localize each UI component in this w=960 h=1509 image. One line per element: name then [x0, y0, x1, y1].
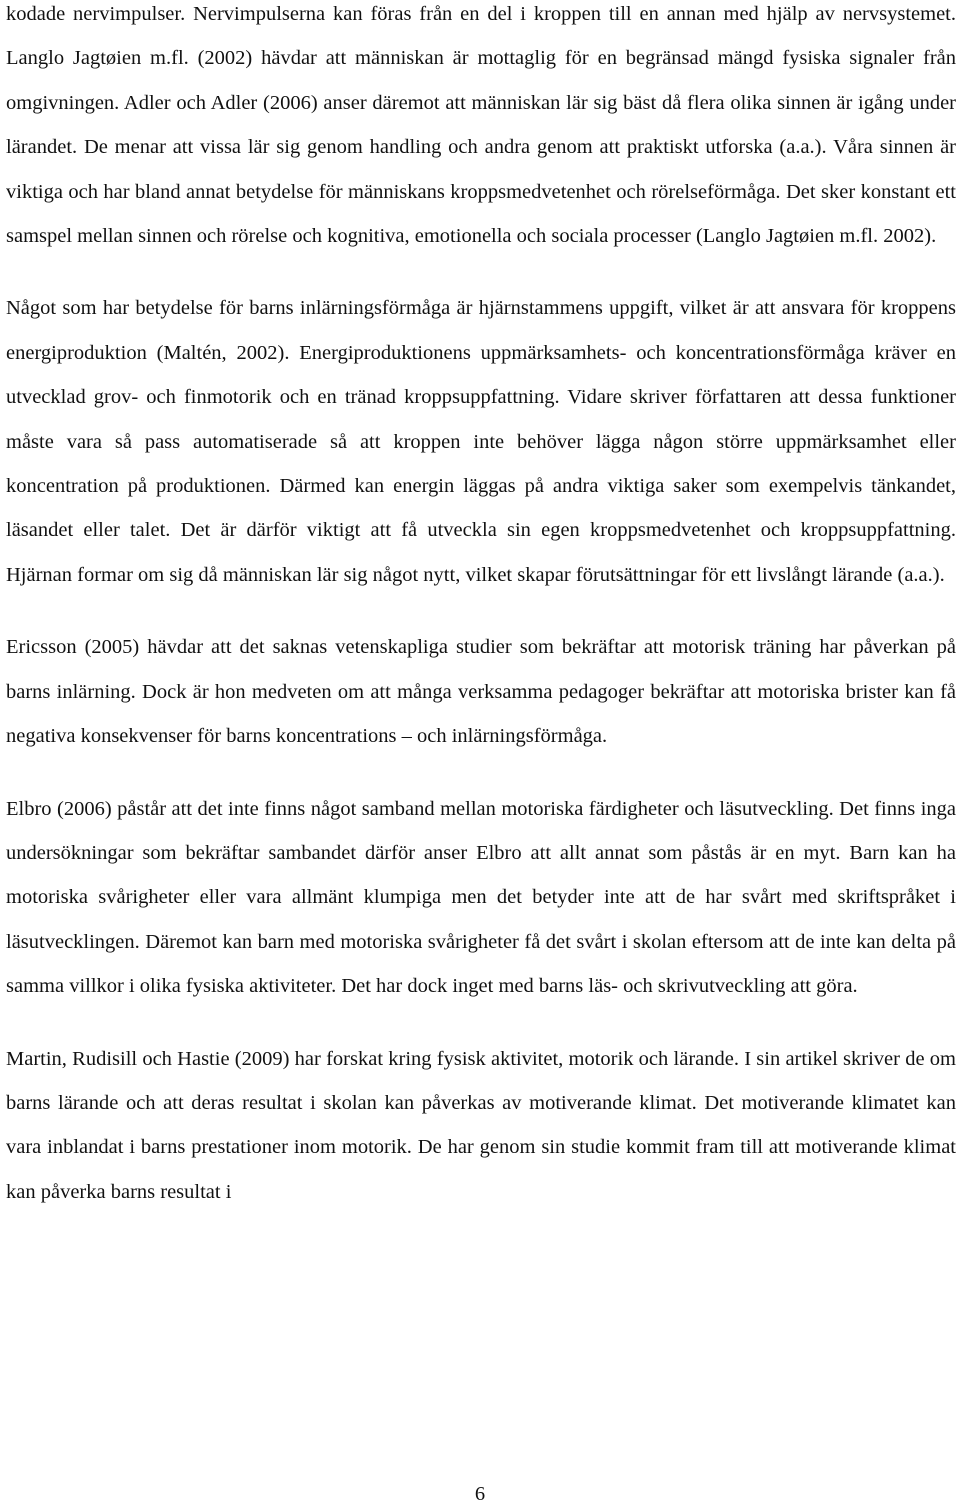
paragraph-3: Ericsson (2005) hävdar att det saknas vetenskapliga studier som bekräftar att motorisk träning har påverkan på barns inlärning. Dock är hon medveten om att många verksamma pedagoger bekräftar att motoriska brister kan få negativa konsekvenser för barns koncentrations – och inlärningsförmåga. — [6, 636, 956, 748]
paragraph-4: Elbro (2006) påstår att det inte finns något samband mellan motoriska färdigheter och läsutveckling. Det finns inga undersökningar som bekräftar sambandet därför anser Elbro att allt annat som påstås är en myt. Barn kan ha motoriska svårigheter eller vara allmänt klumpiga men det betyder inte att de har svårt med skriftspråket i läsutvecklingen. Däremot kan barn med motoriska svårigheter få det svårt i skolan eftersom att de inte kan delta på samma villkor i olika fysiska aktiviteter. Det har dock inget med barns läs- och skrivutveckling att göra. — [6, 797, 956, 998]
page-number: 6 — [474, 1483, 486, 1505]
body-text — [6, 0, 956, 1242]
paragraph-5: Martin, Rudisill och Hastie (2009) har forskat kring fysisk aktivitet, motorik och lärande. I sin artikel skriver de om barns lärande och att deras resultat i skolan kan påverkas av motiverande klimat. Det motiverande klimatet kan vara inblandat i barns prestationer inom motorik. De har genom sin studie kommit fram till att motiverande klimat kan påverka barns resultat i — [6, 1047, 956, 1203]
paragraph-2: Något som har betydelse för barns inlärningsförmåga är hjärnstammens uppgift, vilket är att ansvara för kroppens energiproduktion (Maltén, 2002). Energiproduktionens uppmärksamhets- och koncentrationsförmåga kräver en utvecklad grov- och finmotorik och en tränad kroppsuppfattning. Vidare skriver författaren att dessa funktioner måste vara så pass automatiserade så att kroppen inte behöver lägga någon större uppmärksamhet eller koncentration på produktionen. Därmed kan energin läggas på andra viktiga saker som exempelvis tänkandet, läsandet eller talet. Det är därför viktigt att få utveckla sin egen kroppsmedvetenhet och kroppsuppfattning. Hjärnan formar om sig då människan lär sig något nytt, vilket skapar förutsättningar för ett livslångt lärande (a.a.). — [6, 297, 956, 586]
paragraph-1: kodade nervimpulser. Nervimpulserna kan föras från en del i kroppen till en annan med hjälp av nervsystemet. Langlo Jagtøien m.fl. (2002) hävdar att människan är mottaglig för en begränsad mängd fysiska signaler från omgivningen. Adler och Adler (2006) anser däremot att människan lär sig bäst då flera olika sinnen är igång under lärandet. De menar att vissa lär sig genom handling och andra genom att praktiskt utforska (a.a.). Våra sinnen är viktiga och har bland annat betydelse för människans kroppsmedvetenhet och rörelseförmåga. Det sker konstant ett samspel mellan sinnen och rörelse och kognitiva, emotionella och sociala processer (Langlo Jagtøien m.fl. 2002). — [6, 3, 956, 248]
